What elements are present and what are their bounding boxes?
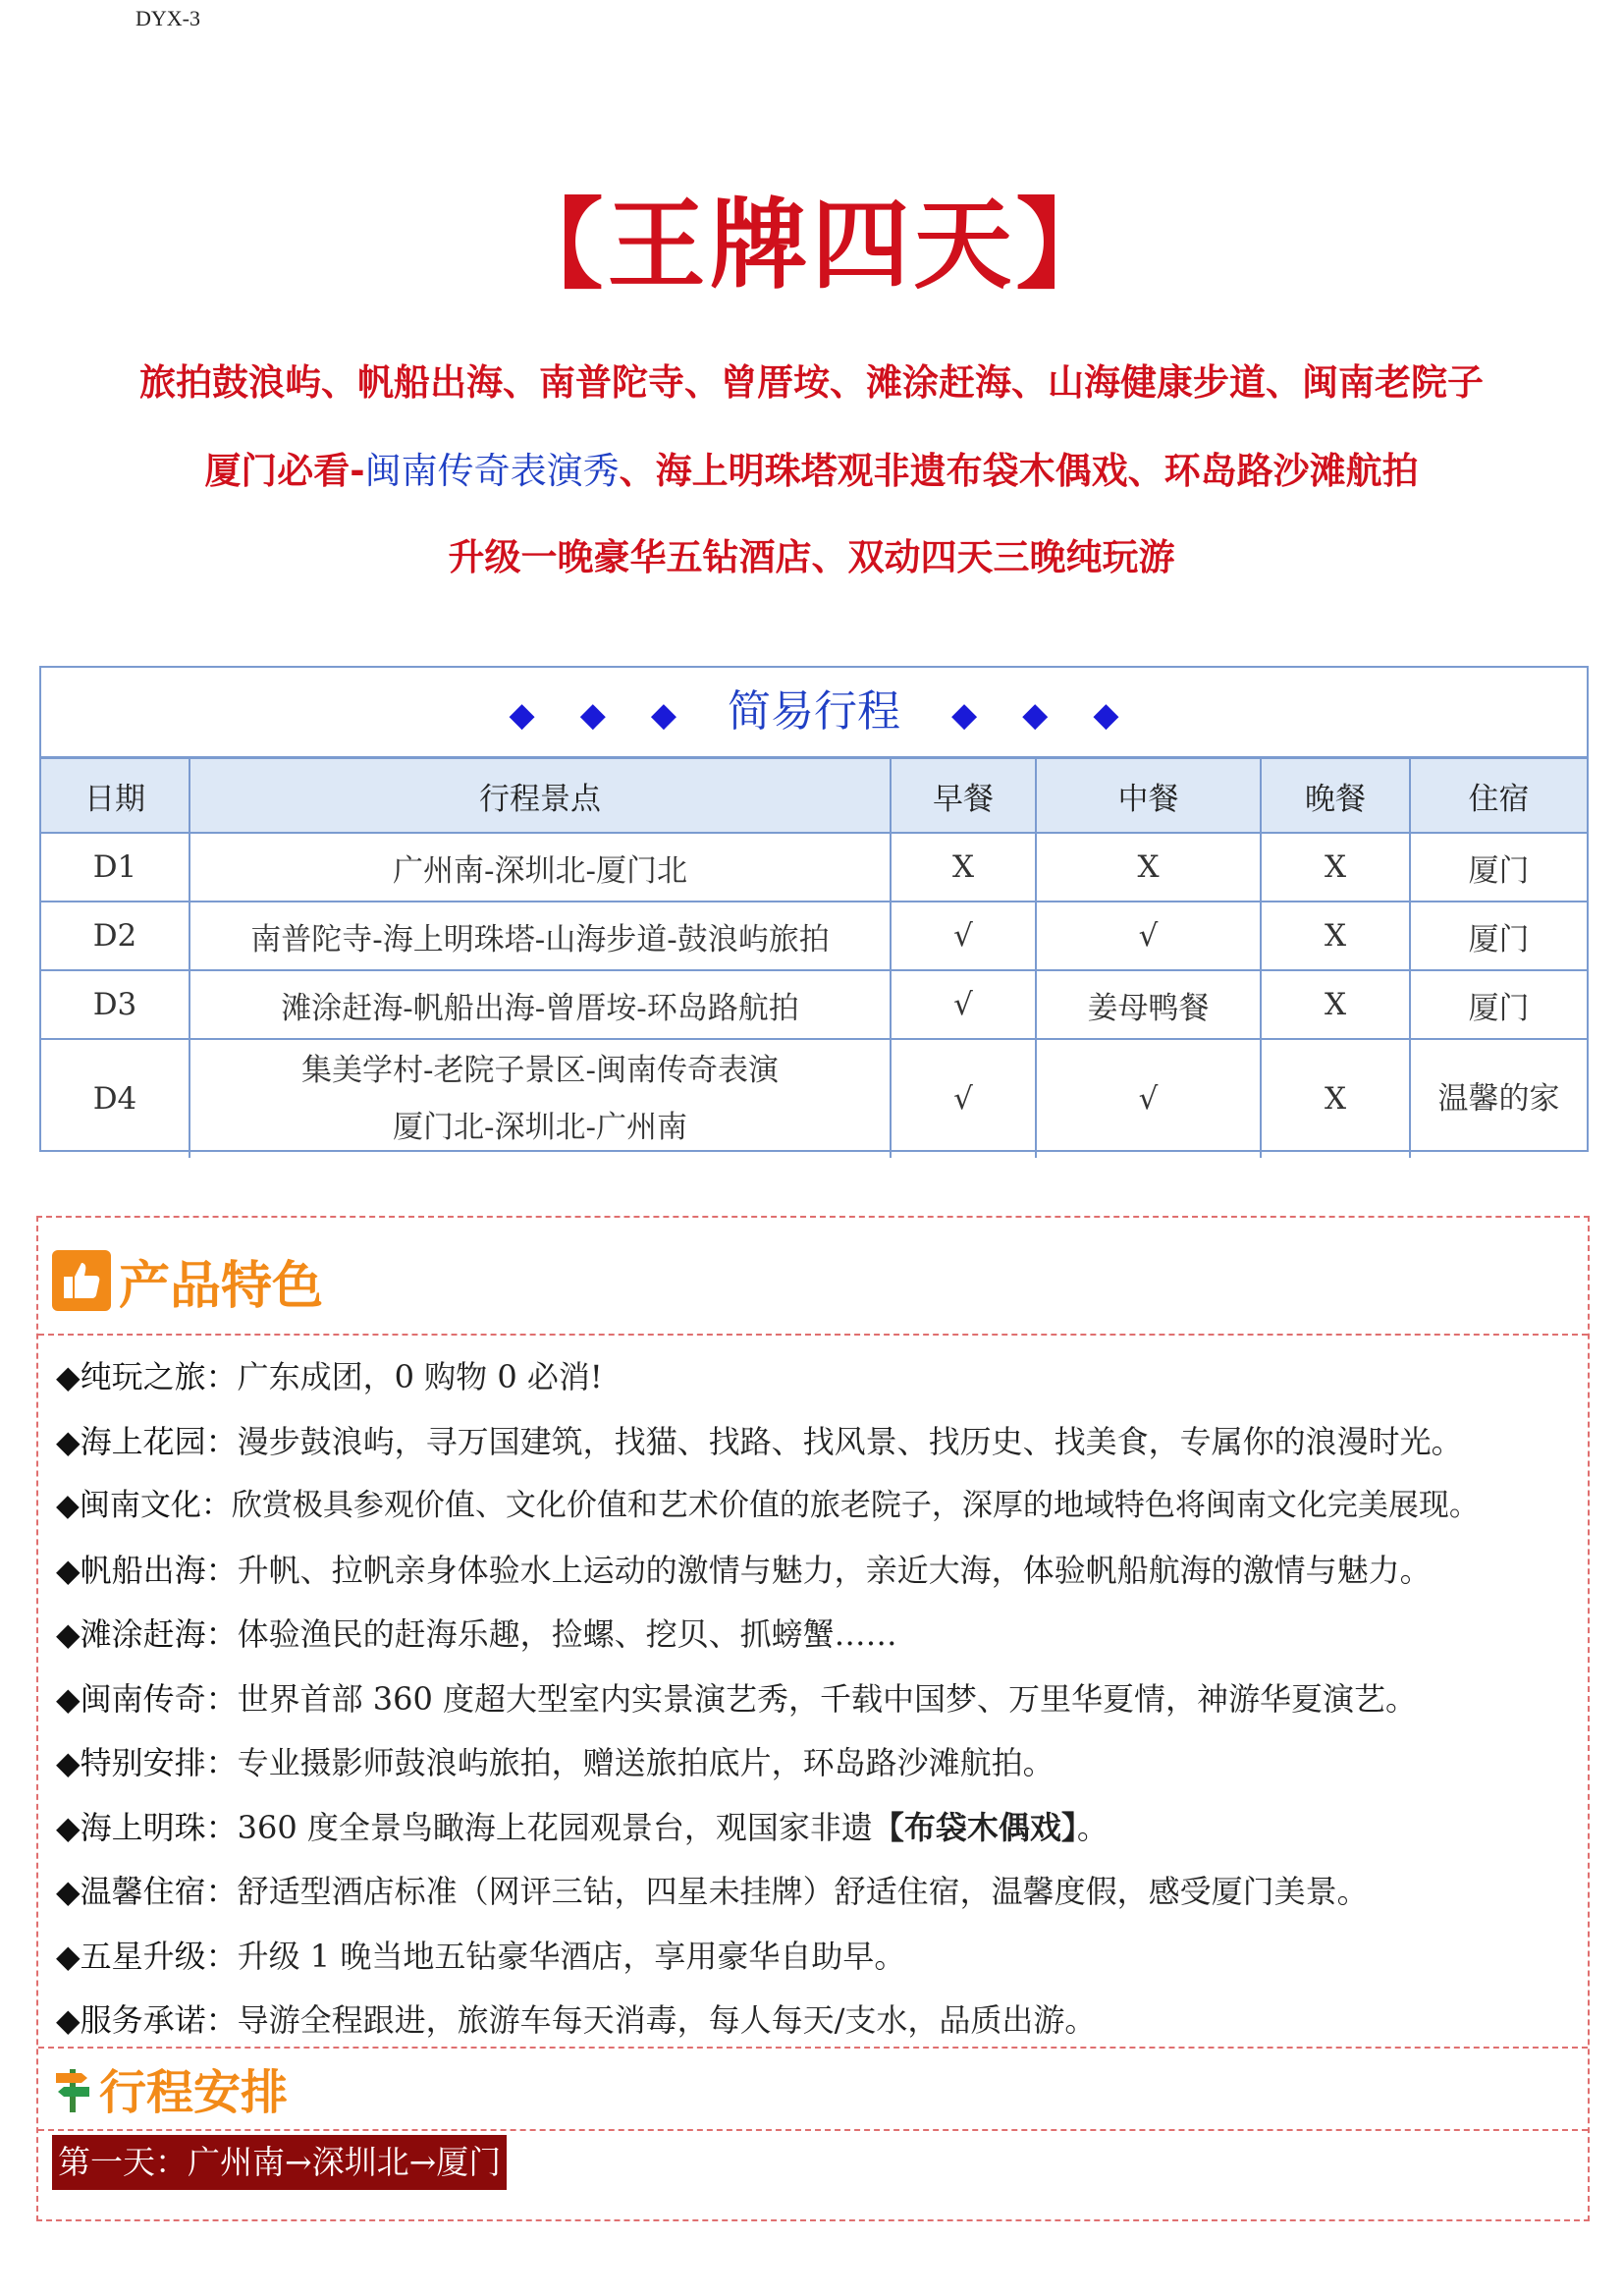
itinerary-box — [39, 666, 1589, 1152]
stay-cell: 厦门 — [1410, 902, 1587, 970]
list-item: ◆闽南文化：欣赏极具参观价值、文化价值和艺术价值的旅老院子，深厚的地域特色将闽南文化完美展现。 — [56, 1488, 1480, 1523]
subtitle-line-2 — [0, 447, 1623, 496]
day-cell: D3 — [41, 970, 189, 1039]
dinner-cell: X — [1261, 902, 1410, 970]
diamond-icon: ◆ — [650, 695, 676, 735]
day-cell: D1 — [41, 833, 189, 902]
column-header: 晚餐 — [1261, 759, 1410, 833]
divider — [38, 2047, 1588, 2049]
itinerary-title: 简易行程 — [728, 686, 900, 737]
breakfast-cell: √ — [891, 902, 1036, 970]
table-row — [41, 902, 1587, 970]
schedule-heading — [52, 2056, 288, 2119]
table-row — [41, 970, 1587, 1039]
diamond-icon: ◆ — [1093, 695, 1119, 735]
list-item: ◆海上花园：漫步鼓浪屿，寻万国建筑，找猫、找路、找风景、找历史、找美食，专属你的浪漫时光。 — [56, 1422, 1463, 1460]
table-row — [41, 833, 1587, 902]
route-cell — [189, 1039, 891, 1158]
thumbs-up-icon — [52, 1250, 111, 1311]
route-cell: 广州南-深圳北-厦门北 — [189, 833, 891, 902]
dinner-cell: X — [1261, 833, 1410, 902]
list-item: ◆滩涂赶海：体验渔民的赶海乐趣，捡螺、挖贝、抓螃蟹…… — [56, 1615, 897, 1653]
subtitle-line-3: 升级一晚豪华五钻酒店、双动四天三晚纯玩游 — [448, 536, 1175, 578]
breakfast-cell: X — [891, 833, 1036, 902]
list-item: ◆服务承诺：导游全程跟进，旅游车每天消毒，每人每天/支水，品质出游。 — [56, 2001, 1097, 2039]
lunch-cell: √ — [1036, 1039, 1261, 1158]
divider — [38, 2129, 1588, 2131]
itinerary-table — [41, 759, 1587, 1158]
dinner-cell: X — [1261, 1039, 1410, 1158]
subtitle-line-1: 旅拍鼓浪屿、帆船出海、南普陀寺、曾厝垵、滩涂赶海、山海健康步道、闽南老院子 — [139, 361, 1484, 404]
lunch-cell: 姜母鸭餐 — [1036, 970, 1261, 1039]
column-header: 早餐 — [891, 759, 1036, 833]
day-cell: D4 — [41, 1039, 189, 1158]
list-item: ◆闽南传奇：世界首部 360 度超大型室内实景演艺秀，千载中国梦、万里华夏情，神游华夏演艺。 — [56, 1679, 1418, 1718]
list-item: ◆纯玩之旅：广东成团，0 购物 0 必消! — [56, 1358, 603, 1395]
column-header: 行程景点 — [189, 759, 891, 833]
diamond-icon: ◆ — [1022, 695, 1049, 735]
list-item: ◆海上明珠：360 度全景鸟瞰海上花园观景台，观国家非遗【布袋木偶戏】。 — [56, 1808, 1109, 1846]
route-line: 厦门北-深圳北-广州南 — [393, 1110, 687, 1145]
breakfast-cell: √ — [891, 970, 1036, 1039]
features-heading — [52, 1249, 324, 1316]
divider — [38, 1334, 1588, 1336]
lunch-cell: X — [1036, 833, 1261, 902]
stay-cell: 温馨的家 — [1410, 1039, 1587, 1158]
diamond-icon: ◆ — [509, 695, 535, 735]
page-title: 【王牌四天】 — [505, 188, 1118, 302]
list-item: ◆特别安排：专业摄影师鼓浪屿旅拍，赠送旅拍底片，环岛路沙滩航拍。 — [56, 1744, 1055, 1781]
schedule-title: 行程安排 — [99, 2064, 289, 2120]
column-header: 住宿 — [1410, 759, 1587, 833]
column-header: 中餐 — [1036, 759, 1261, 833]
diamond-icon: ◆ — [579, 695, 606, 735]
stay-cell: 厦门 — [1410, 833, 1587, 902]
stay-cell: 厦门 — [1410, 970, 1587, 1039]
route-cell: 滩涂赶海-帆船出海-曾厝垵-环岛路航拍 — [189, 970, 891, 1039]
day-cell: D2 — [41, 902, 189, 970]
diamond-icon: ◆ — [951, 695, 978, 735]
day-1-heading: 第一天：广州南→深圳北→厦门 — [52, 2135, 507, 2190]
table-header-row — [41, 759, 1587, 833]
list-item: ◆温馨住宿：舒适型酒店标准（网评三钻，四星未挂牌）舒适住宿，温馨度假，感受厦门美景。 — [56, 1873, 1369, 1910]
subtitle-line-2-suffix: 、海上明珠塔观非遗布袋木偶戏、环岛路沙滩航拍 — [619, 450, 1419, 492]
breakfast-cell: √ — [891, 1039, 1036, 1158]
list-item: ◆帆船出海：升帆、拉帆亲身体验水上运动的激情与魅力，亲近大海，体验帆船航海的激情与魅力。 — [56, 1551, 1432, 1589]
signpost-icon — [52, 2063, 93, 2112]
features-list — [56, 1345, 1580, 2053]
subtitle-line-2-highlight: 闽南传奇表演秀 — [364, 450, 620, 492]
list-item: ◆五星升级：升级 1 晚当地五钻豪华酒店，享用豪华自助早。 — [56, 1937, 906, 1975]
features-title: 产品特色 — [119, 1256, 324, 1316]
lunch-cell: √ — [1036, 902, 1261, 970]
route-line: 集美学村-老院子景区-闽南传奇表演 — [301, 1053, 779, 1088]
dinner-cell: X — [1261, 970, 1410, 1039]
itinerary-header — [41, 668, 1587, 759]
document-code: DYX-3 — [135, 6, 200, 30]
subtitle-line-2-prefix: 厦门必看- — [204, 450, 365, 492]
features-box — [36, 1216, 1590, 2221]
route-cell: 南普陀寺-海上明珠塔-山海步道-鼓浪屿旅拍 — [189, 902, 891, 970]
table-row — [41, 1039, 1587, 1158]
column-header: 日期 — [41, 759, 189, 833]
